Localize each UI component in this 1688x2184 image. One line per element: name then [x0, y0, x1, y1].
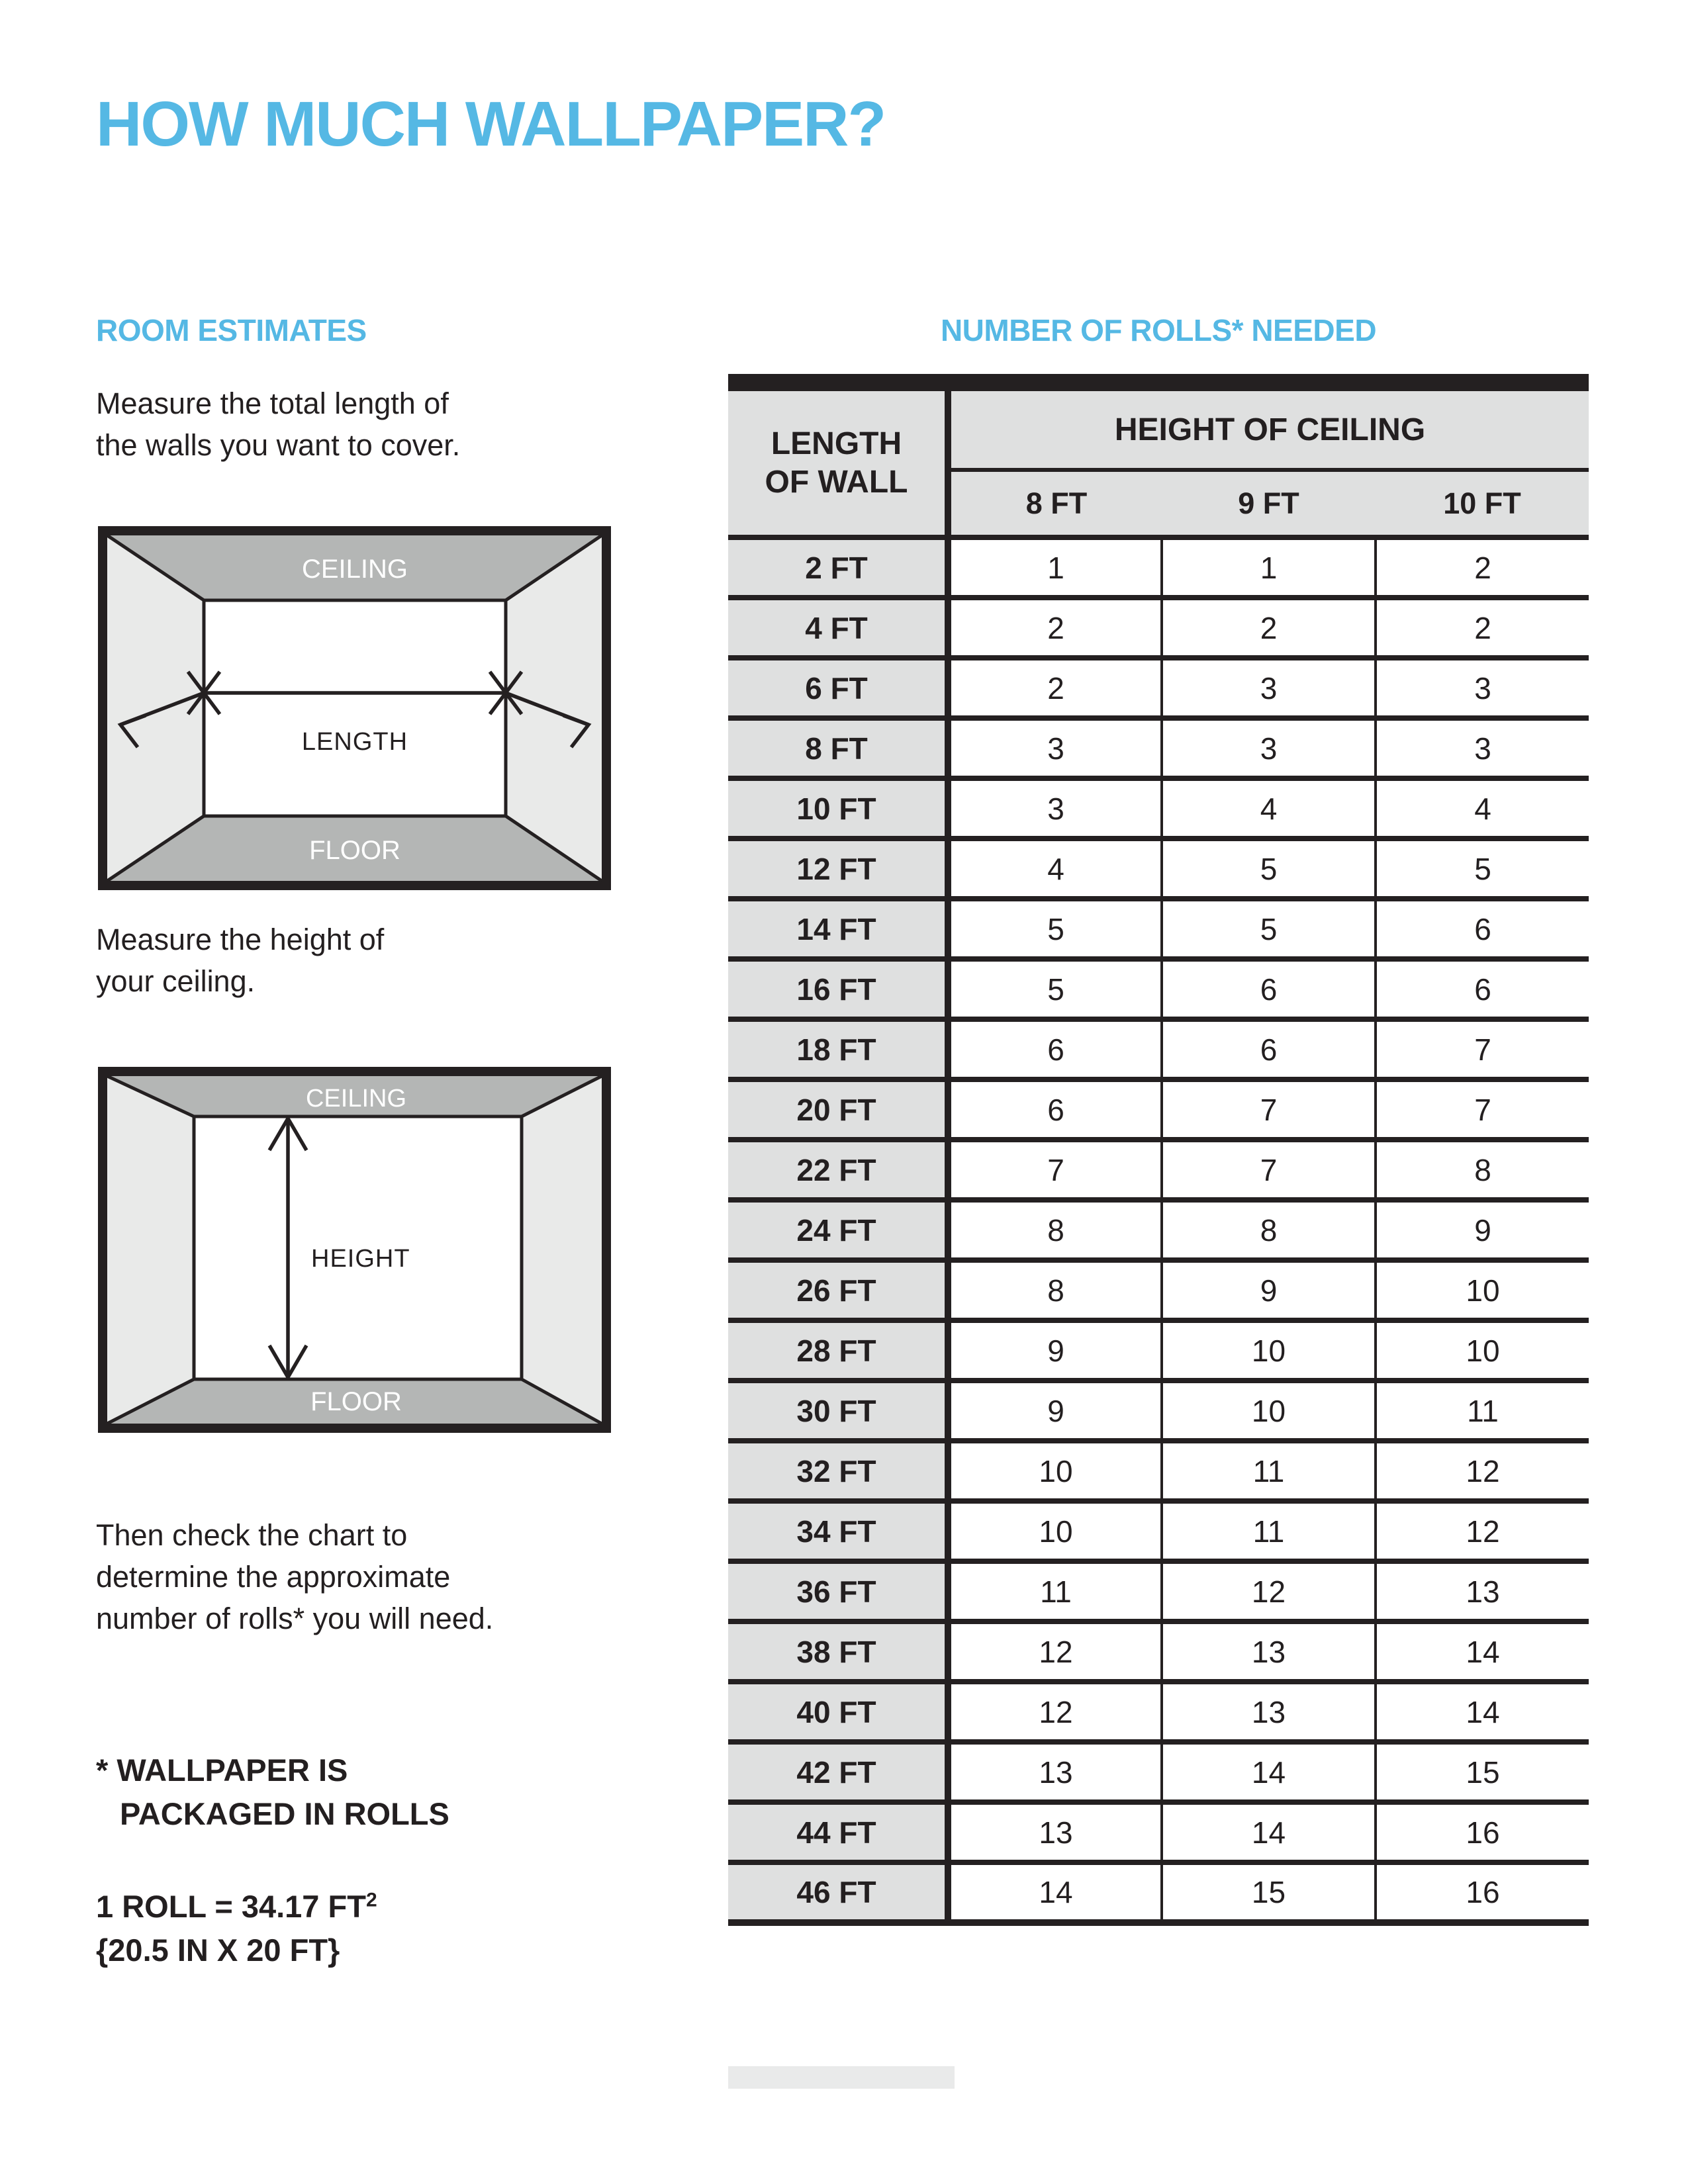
col-group-header: HEIGHT OF CEILING: [948, 383, 1589, 470]
check-chart-line-3: number of rolls* you will need.: [96, 1602, 494, 1635]
floor-label: FLOOR: [309, 836, 400, 865]
table-row: [728, 778, 1589, 839]
row-label: 34 FT: [728, 1501, 948, 1561]
table-row: [728, 959, 1589, 1019]
roll-spec: [96, 1885, 377, 1972]
roll-count-cell: 8: [1162, 1200, 1376, 1260]
table-row: [728, 1260, 1589, 1320]
col-header-10ft: 10 FT: [1376, 470, 1589, 537]
roll-count-cell: 10: [948, 1441, 1162, 1501]
roll-count-cell: 11: [1376, 1381, 1589, 1441]
row-group-header-line-2: OF WALL: [765, 464, 908, 500]
roll-count-cell: 2: [948, 658, 1162, 718]
check-chart-line-2: determine the approximate: [96, 1560, 451, 1594]
roll-count-cell: 16: [1376, 1802, 1589, 1862]
roll-count-cell: 3: [1376, 658, 1589, 718]
roll-count-cell: 8: [1376, 1140, 1589, 1200]
table-left-column-stub: [728, 2066, 955, 2089]
roll-count-cell: 7: [1376, 1079, 1589, 1140]
roll-count-cell: 1: [948, 537, 1162, 598]
footnote-line-2: PACKAGED IN ROLLS: [120, 1796, 449, 1831]
roll-count-cell: 4: [1376, 778, 1589, 839]
roll-count-cell: 2: [1162, 598, 1376, 658]
roll-count-cell: 10: [1376, 1260, 1589, 1320]
ceiling-label: CEILING: [301, 555, 408, 584]
table-row: [728, 1501, 1589, 1561]
row-label: 6 FT: [728, 658, 948, 718]
table-row: [728, 1621, 1589, 1682]
roll-count-cell: 15: [1162, 1862, 1376, 1923]
wallpaper-footnote: [96, 1749, 449, 1836]
roll-count-cell: 5: [948, 899, 1162, 959]
length-diagram: [98, 526, 611, 890]
measure-length-line-1: Measure the total length of: [96, 387, 449, 420]
check-chart-line-1: Then check the chart to: [96, 1518, 408, 1552]
row-label: 32 FT: [728, 1441, 948, 1501]
roll-count-cell: 2: [1376, 537, 1589, 598]
roll-count-cell: 9: [948, 1320, 1162, 1381]
roll-count-cell: 3: [948, 778, 1162, 839]
table-row: [728, 1802, 1589, 1862]
roll-count-cell: 13: [1376, 1561, 1589, 1621]
table-row: [728, 839, 1589, 899]
col-header-9ft: 9 FT: [1162, 470, 1376, 537]
row-label: 38 FT: [728, 1621, 948, 1682]
roll-count-cell: 2: [948, 598, 1162, 658]
check-chart-text: [96, 1514, 493, 1639]
rolls-table: [728, 374, 1589, 1926]
roll-count-cell: 5: [1376, 839, 1589, 899]
floor-label: FLOOR: [310, 1387, 402, 1416]
table-row: [728, 899, 1589, 959]
left-wall-panel: [107, 1076, 194, 1424]
table-row: [728, 1862, 1589, 1923]
table-row: [728, 658, 1589, 718]
roll-count-cell: 4: [948, 839, 1162, 899]
table-row: [728, 537, 1589, 598]
table-row: [728, 598, 1589, 658]
roll-count-cell: 6: [948, 1079, 1162, 1140]
roll-count-cell: 5: [948, 959, 1162, 1019]
roll-count-cell: 1: [1162, 537, 1376, 598]
row-label: 20 FT: [728, 1079, 948, 1140]
roll-count-cell: 4: [1162, 778, 1376, 839]
roll-count-cell: 6: [1162, 959, 1376, 1019]
table-row: [728, 1381, 1589, 1441]
row-label: 44 FT: [728, 1802, 948, 1862]
table-row: [728, 1441, 1589, 1501]
footnote-line-1: * WALLPAPER IS: [96, 1752, 348, 1788]
row-label: 22 FT: [728, 1140, 948, 1200]
page-title: HOW MUCH WALLPAPER?: [96, 89, 886, 159]
measure-height-line-2: your ceiling.: [96, 964, 256, 998]
roll-count-cell: 14: [1162, 1802, 1376, 1862]
roll-count-cell: 3: [1162, 718, 1376, 778]
roll-count-cell: 13: [1162, 1621, 1376, 1682]
roll-count-cell: 7: [1162, 1079, 1376, 1140]
table-row: [728, 1200, 1589, 1260]
row-label: 8 FT: [728, 718, 948, 778]
ceiling-label: CEILING: [305, 1085, 407, 1113]
table-row: [728, 1320, 1589, 1381]
roll-count-cell: 6: [948, 1019, 1162, 1079]
table-row: [728, 1019, 1589, 1079]
roll-spec-superscript: 2: [365, 1889, 377, 1911]
row-label: 4 FT: [728, 598, 948, 658]
roll-count-cell: 12: [1162, 1561, 1376, 1621]
rolls-table-body: [728, 537, 1589, 1923]
roll-count-cell: 9: [1162, 1260, 1376, 1320]
roll-count-cell: 11: [1162, 1441, 1376, 1501]
room-estimates-heading: ROOM ESTIMATES: [96, 313, 367, 347]
roll-count-cell: 5: [1162, 839, 1376, 899]
roll-spec-dimensions: {20.5 IN X 20 FT}: [96, 1933, 340, 1968]
height-label: HEIGHT: [311, 1245, 410, 1273]
table-row: [728, 1742, 1589, 1802]
rolls-table-wrap: [728, 374, 1589, 1926]
row-label: 30 FT: [728, 1381, 948, 1441]
roll-count-cell: 8: [948, 1200, 1162, 1260]
roll-count-cell: 11: [1162, 1501, 1376, 1561]
row-label: 26 FT: [728, 1260, 948, 1320]
measure-height-line-1: Measure the height of: [96, 923, 385, 956]
rolls-needed-heading: NUMBER OF ROLLS* NEEDED: [940, 313, 1377, 347]
right-wall-panel: [522, 1076, 602, 1424]
roll-count-cell: 3: [948, 718, 1162, 778]
roll-count-cell: 6: [1162, 1019, 1376, 1079]
measure-height-text: [96, 919, 384, 1002]
table-row: [728, 718, 1589, 778]
roll-count-cell: 6: [1376, 899, 1589, 959]
roll-count-cell: 13: [948, 1742, 1162, 1802]
roll-count-cell: 14: [1376, 1621, 1589, 1682]
roll-count-cell: 3: [1162, 658, 1376, 718]
row-label: 18 FT: [728, 1019, 948, 1079]
measure-length-text: [96, 383, 460, 466]
row-label: 28 FT: [728, 1320, 948, 1381]
height-diagram: [98, 1067, 611, 1433]
roll-count-cell: 7: [948, 1140, 1162, 1200]
roll-count-cell: 14: [1162, 1742, 1376, 1802]
roll-count-cell: 10: [948, 1501, 1162, 1561]
row-label: 46 FT: [728, 1862, 948, 1923]
back-wall-panel: [204, 600, 506, 816]
roll-count-cell: 10: [1162, 1320, 1376, 1381]
row-label: 10 FT: [728, 778, 948, 839]
roll-count-cell: 6: [1376, 959, 1589, 1019]
roll-count-cell: 7: [1376, 1019, 1589, 1079]
roll-count-cell: 9: [948, 1381, 1162, 1441]
height-diagram-svg: [98, 1067, 611, 1433]
length-label: LENGTH: [301, 728, 408, 756]
roll-count-cell: 15: [1376, 1742, 1589, 1802]
row-label: 14 FT: [728, 899, 948, 959]
roll-count-cell: 11: [948, 1561, 1162, 1621]
roll-count-cell: 12: [1376, 1501, 1589, 1561]
row-label: 36 FT: [728, 1561, 948, 1621]
row-label: 24 FT: [728, 1200, 948, 1260]
row-group-header: [728, 383, 948, 537]
col-header-8ft: 8 FT: [948, 470, 1162, 537]
roll-count-cell: 9: [1376, 1200, 1589, 1260]
roll-count-cell: 16: [1376, 1862, 1589, 1923]
roll-count-cell: 10: [1162, 1381, 1376, 1441]
table-row: [728, 1079, 1589, 1140]
roll-count-cell: 13: [1162, 1682, 1376, 1742]
row-label: 2 FT: [728, 537, 948, 598]
roll-count-cell: 14: [948, 1862, 1162, 1923]
roll-count-cell: 12: [948, 1682, 1162, 1742]
roll-spec-main: 1 ROLL = 34.17 FT: [96, 1889, 366, 1924]
roll-count-cell: 10: [1376, 1320, 1589, 1381]
table-row: [728, 1140, 1589, 1200]
row-group-header-line-1: LENGTH: [771, 426, 902, 461]
table-row: [728, 1682, 1589, 1742]
roll-count-cell: 7: [1162, 1140, 1376, 1200]
row-label: 42 FT: [728, 1742, 948, 1802]
row-label: 40 FT: [728, 1682, 948, 1742]
roll-count-cell: 2: [1376, 598, 1589, 658]
roll-count-cell: 5: [1162, 899, 1376, 959]
roll-count-cell: 13: [948, 1802, 1162, 1862]
roll-count-cell: 8: [948, 1260, 1162, 1320]
row-label: 16 FT: [728, 959, 948, 1019]
length-diagram-svg: [98, 526, 611, 890]
roll-count-cell: 12: [948, 1621, 1162, 1682]
row-label: 12 FT: [728, 839, 948, 899]
table-row: [728, 1561, 1589, 1621]
roll-count-cell: 3: [1376, 718, 1589, 778]
roll-count-cell: 12: [1376, 1441, 1589, 1501]
roll-count-cell: 14: [1376, 1682, 1589, 1742]
measure-length-line-2: the walls you want to cover.: [96, 428, 461, 462]
